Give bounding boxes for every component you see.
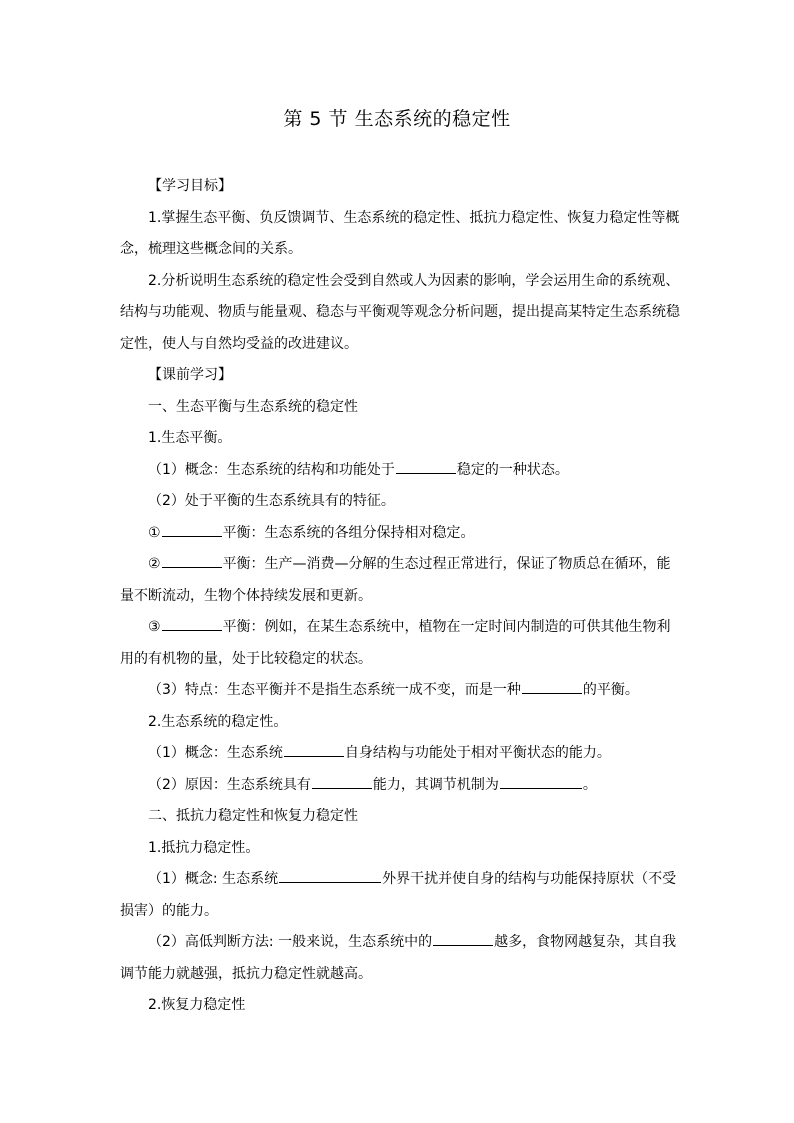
blank-field[interactable] [162, 616, 222, 631]
part-2-heading: 二、抵抗力稳定性和恢复力稳定性 [148, 808, 358, 824]
reason-line [120, 770, 680, 802]
blank-field[interactable] [279, 868, 381, 883]
feature-3 [120, 612, 680, 675]
feature-2 [120, 549, 680, 612]
stability-text-a: （1）概念：生态系统 [148, 745, 283, 761]
feature-3-num: ③ [148, 619, 161, 635]
stability-concept-line [120, 738, 680, 770]
features-line: （2）处于平衡的生态系统具有的特征。 [148, 493, 395, 509]
blank-field[interactable] [162, 522, 222, 537]
judge-line [120, 927, 680, 990]
item-2: 2.生态系统的稳定性。 [148, 713, 288, 730]
page-title: 第 5 节 生态系统的稳定性 [283, 108, 511, 130]
trait-line [120, 675, 680, 707]
concept-text-a: （1）概念：生态系统的结构和功能处于 [148, 461, 395, 478]
judge-text-a: （2）高低判断方法: 一般来说，生态系统中的 [148, 934, 433, 950]
blank-field[interactable] [162, 553, 222, 568]
feature-1-text: 平衡：生态系统的各组分保持相对稳定。 [222, 524, 475, 541]
item-4: 2.恢复力稳定性 [148, 997, 246, 1013]
resistance-text-b: 外界干扰并使自身的结构与功能保持原状（不受损害）的能力。 [120, 871, 677, 919]
goals-heading: 【学习目标】 [148, 178, 232, 194]
document-body [120, 171, 680, 1022]
part-1-heading: 一、生态平衡与生态系统的稳定性 [148, 398, 358, 415]
blank-field[interactable] [500, 774, 582, 789]
stability-text-b: 自身结构与功能处于相对平衡状态的能力。 [344, 745, 611, 761]
feature-1 [120, 518, 680, 550]
reason-text-c: 。 [582, 776, 597, 793]
feature-2-text: 平衡：生产—消费—分解的生态过程正常进行，保证了物质总在循环，能量不断流动，生物个体持续发展和更新。 [120, 556, 671, 604]
pre-study-heading: 【课前学习】 [148, 367, 232, 383]
trait-text-a: （3）特点：生态平衡并不是指生态系统一成不变，而是一种 [148, 682, 521, 698]
concept-line [120, 455, 680, 487]
feature-2-num: ② [148, 556, 161, 572]
blank-field[interactable] [396, 459, 456, 474]
reason-text-b: 能力，其调节机制为 [372, 776, 499, 793]
goal-1: 1.掌握生态平衡、负反馈调节、生态系统的稳定性、抵抗力稳定性、恢复力稳定性等概念，梳理这些概念间的关系。 [120, 209, 680, 257]
concept-text-b: 稳定的一种状态。 [456, 461, 569, 478]
item-1: 1.生态平衡。 [148, 430, 232, 446]
blank-field[interactable] [522, 679, 582, 694]
resistance-concept-line [120, 864, 680, 927]
item-3: 1.抵抗力稳定性。 [148, 839, 260, 856]
blank-field[interactable] [284, 742, 344, 757]
blank-field[interactable] [433, 931, 493, 946]
judge-text-b: 越多，食物网越复杂，其自我调节能力就越强，抵抗力稳定性就越高。 [120, 934, 677, 982]
feature-3-text: 平衡：例如，在某生态系统中，植物在一定时间内制造的可供其他生物利用的有机物的量，处于比较稳定的状态。 [120, 619, 671, 667]
blank-field[interactable] [312, 774, 372, 789]
resistance-text-a: （1）概念: 生态系统 [148, 871, 279, 887]
goal-2: 2.分析说明生态系统的稳定性会受到自然或人为因素的影响，学会运用生命的系统观、结构与功能观、物质与能量观、稳态与平衡观等观念分析问题，提出提高某特定生态系统稳定性，使人与自然均受益的改进建议。 [120, 272, 680, 352]
feature-1-num: ① [148, 524, 161, 541]
reason-text-a: （2）原因：生态系统具有 [148, 776, 311, 793]
trait-text-b: 的平衡。 [582, 682, 639, 698]
